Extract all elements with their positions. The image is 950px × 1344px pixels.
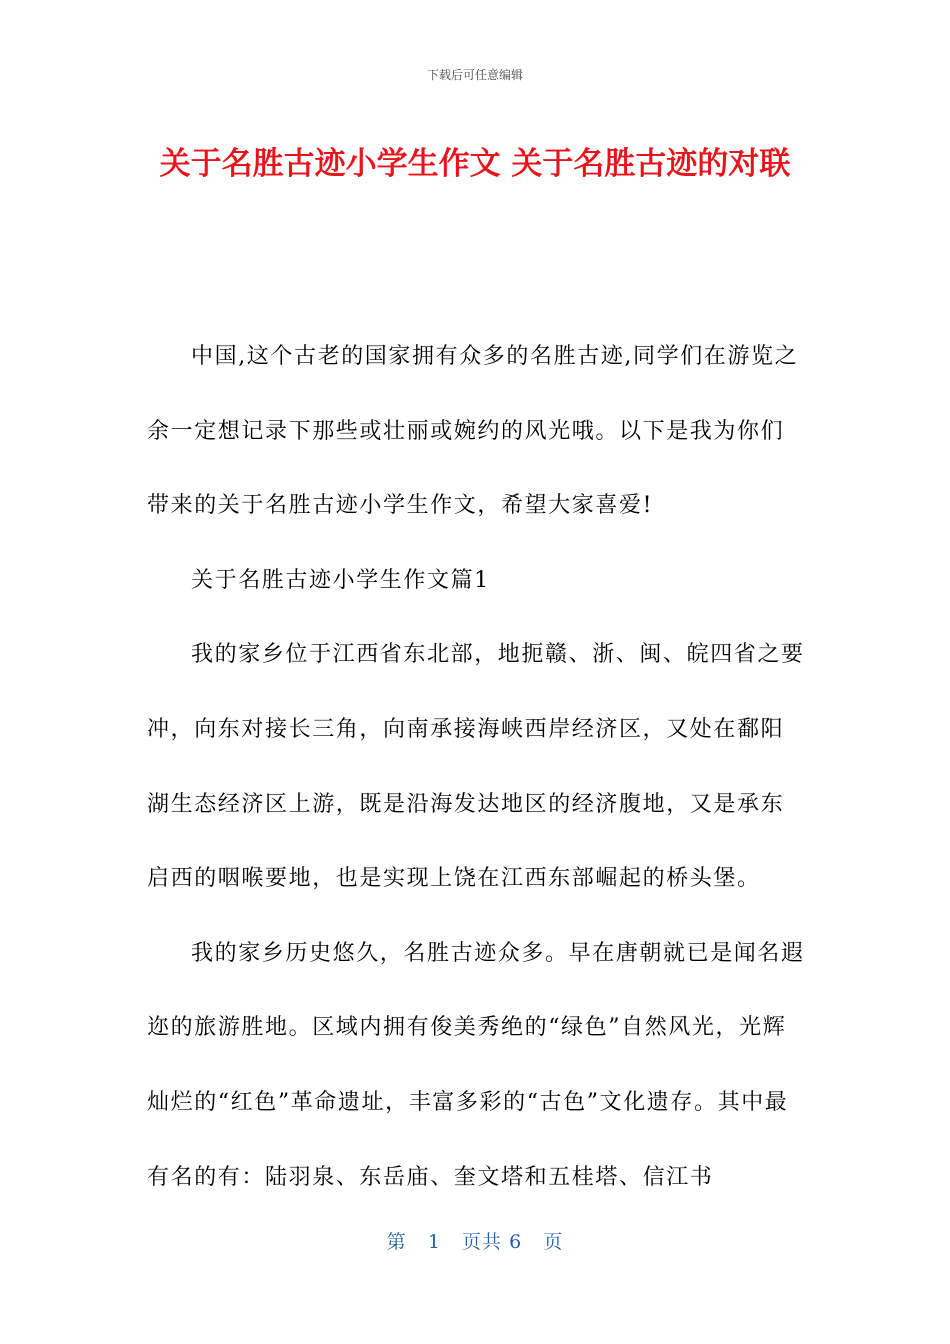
intro-paragraph: 中国,这个古老的国家拥有众多的名胜古迹,同学们在游览之余一定想记录下那些或壮丽或婉约的风光哦。以下是我为你们带来的关于名胜古迹小学生作文，希望大家喜爱! xyxy=(147,344,799,519)
page-label-middle: 页共 xyxy=(462,1231,503,1253)
page-footer xyxy=(0,1227,950,1254)
document-body xyxy=(147,320,807,1215)
body-paragraph: 我的家乡历史悠久，名胜古迹众多。早在唐朝就已是闻名遐迩的旅游胜地。区域内拥有俊美秀绝的“绿色”自然风光，光辉灿烂的“红色”革命遗址，丰富多彩的“古色”文化遗存。其中最有名的有：陆羽泉、东岳庙、奎文塔和五桂塔、信江书 xyxy=(147,940,805,1190)
header-note: 下载后可任意编辑 xyxy=(426,68,523,82)
page-label-prefix: 第 xyxy=(386,1231,407,1253)
page-label-suffix: 页 xyxy=(543,1231,564,1253)
body-paragraph: 我的家乡位于江西省东北部，地扼赣、浙、闽、皖四省之要冲，向东对接长三角，向南承接海峡西岸经济区，又处在鄱阳湖生态经济区上游，既是沿海发达地区的经济腹地，又是承东启西的咽喉要地，也是实现上饶在江西东部崛起的桥头堡。 xyxy=(147,642,805,892)
current-page-number: 1 xyxy=(427,1231,441,1253)
total-pages-number: 6 xyxy=(509,1231,523,1253)
document-title: 关于名胜古迹小学生作文 关于名胜古迹的对联 xyxy=(159,146,791,182)
section-heading: 关于名胜古迹小学生作文篇1 xyxy=(191,567,490,593)
